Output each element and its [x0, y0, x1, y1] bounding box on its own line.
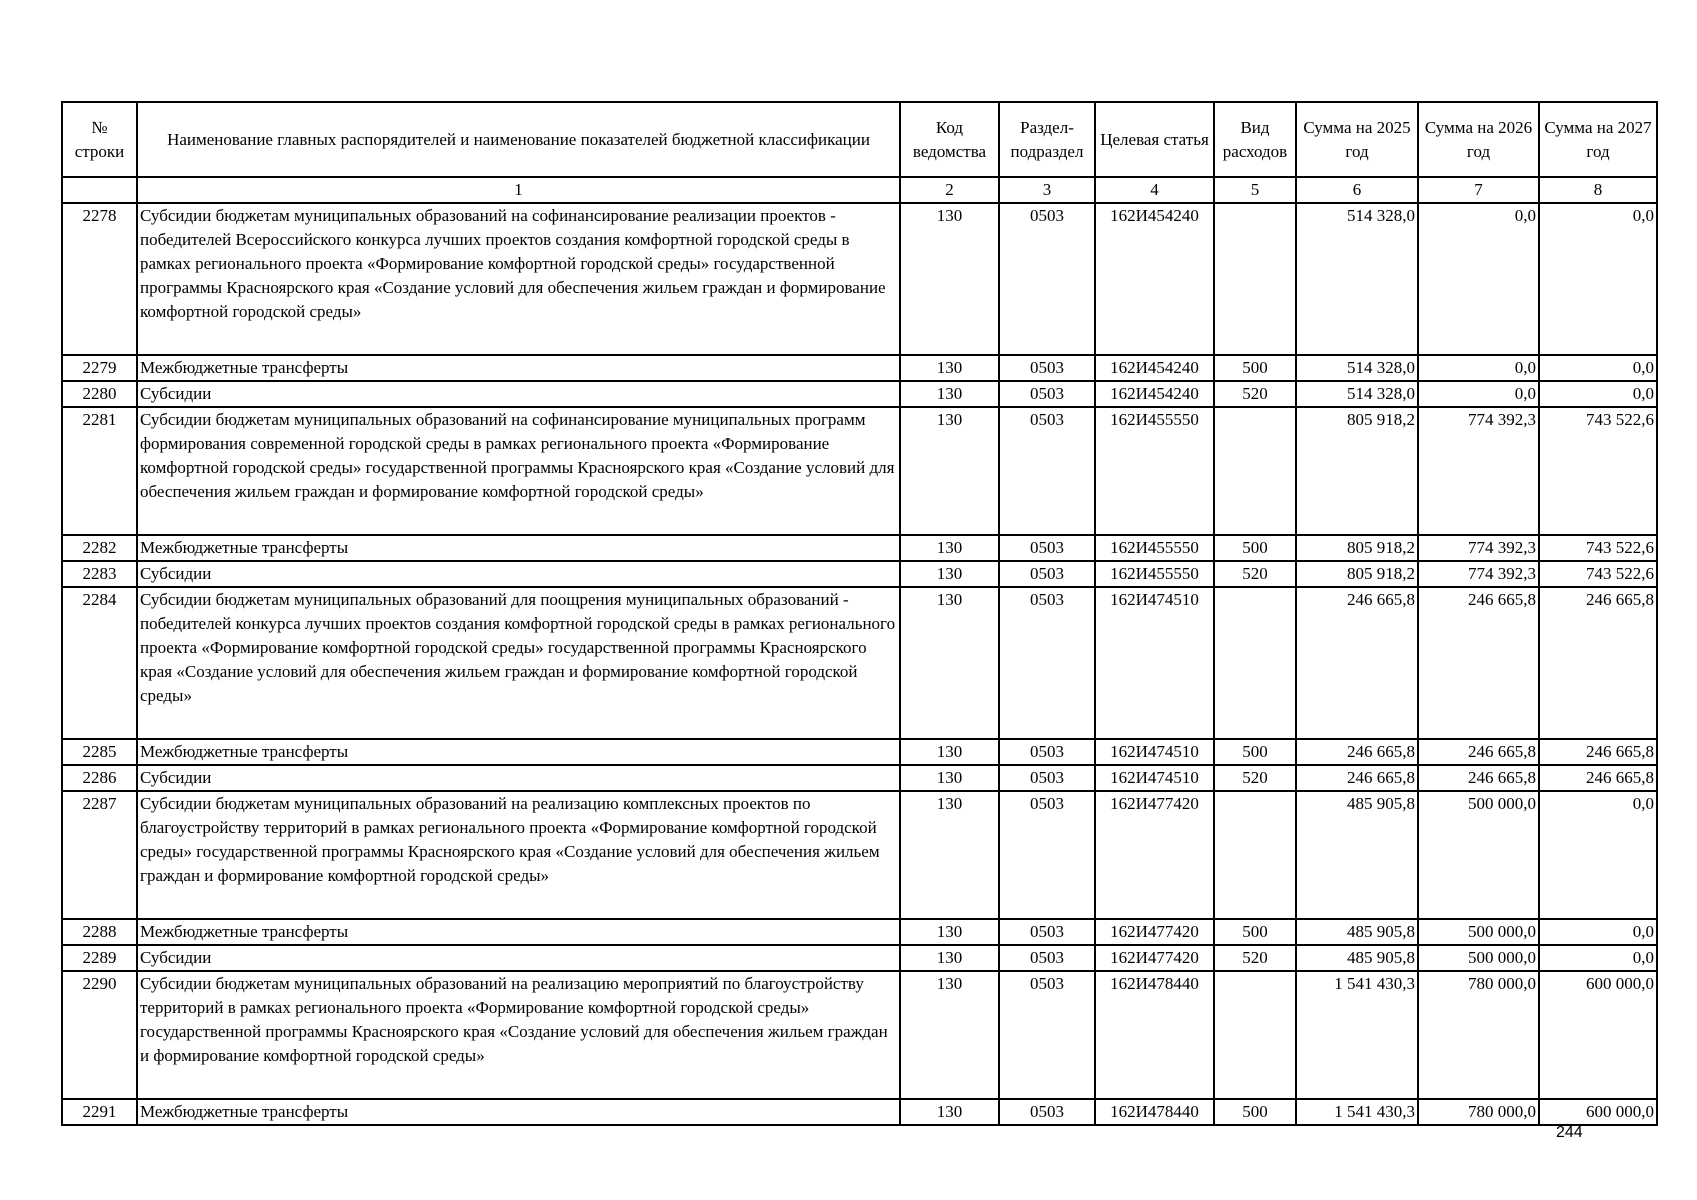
- row-number: 2287: [62, 791, 137, 919]
- table-row: [62, 381, 1657, 407]
- row-sum-2025: 485 905,8: [1296, 945, 1418, 971]
- header-exp-type: Вид расходов: [1214, 102, 1296, 177]
- row-sum-2026: 500 000,0: [1418, 945, 1539, 971]
- table-row: [62, 1099, 1657, 1125]
- row-sum-2026: 774 392,3: [1418, 561, 1539, 587]
- row-sum-2026: 780 000,0: [1418, 971, 1539, 1099]
- row-sum-2026: 246 665,8: [1418, 587, 1539, 739]
- row-number: 2286: [62, 765, 137, 791]
- row-number: 2281: [62, 407, 137, 535]
- budget-table: [61, 101, 1658, 1126]
- row-exp-type: [1214, 587, 1296, 739]
- page-number: 244: [1556, 1124, 1583, 1141]
- row-section: 0503: [999, 765, 1095, 791]
- row-sum-2025: 805 918,2: [1296, 535, 1418, 561]
- row-sum-2026: 0,0: [1418, 203, 1539, 355]
- row-sum-2025: 514 328,0: [1296, 355, 1418, 381]
- header-sum-2025: Сумма на 2025 год: [1296, 102, 1418, 177]
- table-row: [62, 971, 1657, 1099]
- column-index: 4: [1095, 177, 1214, 203]
- row-exp-type: 520: [1214, 381, 1296, 407]
- row-exp-type: [1214, 791, 1296, 919]
- row-dept-code: 130: [900, 791, 999, 919]
- row-section: 0503: [999, 739, 1095, 765]
- table-row: [62, 355, 1657, 381]
- table-row: [62, 791, 1657, 919]
- row-sum-2027: 246 665,8: [1539, 739, 1657, 765]
- row-dept-code: 130: [900, 381, 999, 407]
- row-sum-2027: 743 522,6: [1539, 535, 1657, 561]
- row-number: 2280: [62, 381, 137, 407]
- row-section: 0503: [999, 407, 1095, 535]
- row-target: 162И455550: [1095, 535, 1214, 561]
- row-sum-2026: 0,0: [1418, 381, 1539, 407]
- row-number: 2291: [62, 1099, 137, 1125]
- column-index-row: [62, 177, 1657, 203]
- row-dept-code: 130: [900, 1099, 999, 1125]
- row-section: 0503: [999, 791, 1095, 919]
- row-target: 162И455550: [1095, 407, 1214, 535]
- table-row: [62, 765, 1657, 791]
- header-row-no: № строки: [62, 102, 137, 177]
- row-sum-2027: 600 000,0: [1539, 971, 1657, 1099]
- row-dept-code: 130: [900, 765, 999, 791]
- row-name: Субсидии: [137, 561, 900, 587]
- row-section: 0503: [999, 1099, 1095, 1125]
- row-sum-2027: 743 522,6: [1539, 407, 1657, 535]
- row-section: 0503: [999, 381, 1095, 407]
- table-row: [62, 919, 1657, 945]
- row-exp-type: 500: [1214, 739, 1296, 765]
- row-sum-2025: 246 665,8: [1296, 587, 1418, 739]
- row-dept-code: 130: [900, 203, 999, 355]
- header-sum-2026: Сумма на 2026 год: [1418, 102, 1539, 177]
- header-target: Целевая статья: [1095, 102, 1214, 177]
- row-sum-2025: 1 541 430,3: [1296, 971, 1418, 1099]
- row-sum-2025: 485 905,8: [1296, 919, 1418, 945]
- row-section: 0503: [999, 587, 1095, 739]
- column-index: 3: [999, 177, 1095, 203]
- row-dept-code: 130: [900, 561, 999, 587]
- row-sum-2025: 485 905,8: [1296, 791, 1418, 919]
- row-sum-2027: 246 665,8: [1539, 765, 1657, 791]
- row-sum-2026: 246 665,8: [1418, 739, 1539, 765]
- row-sum-2026: 774 392,3: [1418, 407, 1539, 535]
- row-exp-type: 520: [1214, 561, 1296, 587]
- row-name: Субсидии бюджетам муниципальных образований на реализацию мероприятий по благоустройству территорий в рамках регионального проекта «Формирование комфортной городской среды» государственной программы Красноярского края «Создание условий для обеспечения жильем граждан и формирование комфортной городской среды»: [137, 971, 900, 1099]
- row-sum-2025: 1 541 430,3: [1296, 1099, 1418, 1125]
- row-sum-2025: 246 665,8: [1296, 739, 1418, 765]
- row-name: Субсидии: [137, 945, 900, 971]
- row-sum-2027: 600 000,0: [1539, 1099, 1657, 1125]
- row-number: 2278: [62, 203, 137, 355]
- row-target: 162И474510: [1095, 587, 1214, 739]
- row-sum-2026: 780 000,0: [1418, 1099, 1539, 1125]
- row-section: 0503: [999, 945, 1095, 971]
- row-sum-2027: 0,0: [1539, 203, 1657, 355]
- row-section: 0503: [999, 203, 1095, 355]
- header-sum-2027: Сумма на 2027 год: [1539, 102, 1657, 177]
- header-dept-code: Код ведомства: [900, 102, 999, 177]
- column-index: 1: [137, 177, 900, 203]
- table-row: [62, 587, 1657, 739]
- row-name: Межбюджетные трансферты: [137, 919, 900, 945]
- row-target: 162И477420: [1095, 791, 1214, 919]
- row-name: Межбюджетные трансферты: [137, 739, 900, 765]
- row-sum-2025: 246 665,8: [1296, 765, 1418, 791]
- row-exp-type: 500: [1214, 355, 1296, 381]
- table-row: [62, 203, 1657, 355]
- row-sum-2025: 805 918,2: [1296, 561, 1418, 587]
- column-index: 6: [1296, 177, 1418, 203]
- row-section: 0503: [999, 561, 1095, 587]
- table-row: [62, 535, 1657, 561]
- header-name: Наименование главных распорядителей и наименование показателей бюджетной классификации: [137, 102, 900, 177]
- row-section: 0503: [999, 535, 1095, 561]
- row-dept-code: 130: [900, 587, 999, 739]
- row-number: 2290: [62, 971, 137, 1099]
- header-section: Раздел-подраздел: [999, 102, 1095, 177]
- row-dept-code: 130: [900, 945, 999, 971]
- row-number: 2285: [62, 739, 137, 765]
- row-sum-2027: 0,0: [1539, 945, 1657, 971]
- row-number: 2279: [62, 355, 137, 381]
- row-name: Субсидии бюджетам муниципальных образований на софинансирование реализации проектов - победителей Всероссийского конкурса лучших проектов создания комфортной городской среды в рамках регионального проекта «Формирование комфортной городской среды» государственной программы Красноярского края «Создание условий для обеспечения жильем граждан и формирование комфортной городской среды»: [137, 203, 900, 355]
- row-target: 162И454240: [1095, 203, 1214, 355]
- column-index: 8: [1539, 177, 1657, 203]
- row-exp-type: [1214, 971, 1296, 1099]
- table-row: [62, 739, 1657, 765]
- row-target: 162И474510: [1095, 765, 1214, 791]
- column-index: 5: [1214, 177, 1296, 203]
- row-dept-code: 130: [900, 971, 999, 1099]
- row-target: 162И477420: [1095, 945, 1214, 971]
- row-section: 0503: [999, 919, 1095, 945]
- row-name: Субсидии бюджетам муниципальных образований для поощрения муниципальных образований - победителей конкурса лучших проектов создания комфортной городской среды в рамках регионального проекта «Формирование комфортной городской среды» государственной программы Красноярского края «Создание условий для обеспечения жильем граждан и формирование комфортной городской среды»: [137, 587, 900, 739]
- row-target: 162И474510: [1095, 739, 1214, 765]
- row-sum-2025: 514 328,0: [1296, 203, 1418, 355]
- row-sum-2025: 514 328,0: [1296, 381, 1418, 407]
- row-name: Межбюджетные трансферты: [137, 535, 900, 561]
- row-name: Субсидии: [137, 381, 900, 407]
- row-dept-code: 130: [900, 739, 999, 765]
- row-sum-2027: 0,0: [1539, 791, 1657, 919]
- row-name: Субсидии бюджетам муниципальных образований на реализацию комплексных проектов по благоустройству территорий в рамках регионального проекта «Формирование комфортной городской среды» государственной программы Красноярского края «Создание условий для обеспечения жильем граждан и формирование комфортной городской среды»: [137, 791, 900, 919]
- column-index: 7: [1418, 177, 1539, 203]
- row-name: Межбюджетные трансферты: [137, 355, 900, 381]
- row-exp-type: 500: [1214, 919, 1296, 945]
- row-sum-2026: 0,0: [1418, 355, 1539, 381]
- row-name: Субсидии бюджетам муниципальных образований на софинансирование муниципальных программ формирования современной городской среды в рамках регионального проекта «Формирование комфортной городской среды» государственной программы Красноярского края «Создание условий для обеспечения жильем граждан и формирование комфортной городской среды»: [137, 407, 900, 535]
- row-section: 0503: [999, 355, 1095, 381]
- row-sum-2027: 0,0: [1539, 381, 1657, 407]
- row-number: 2283: [62, 561, 137, 587]
- row-exp-type: [1214, 203, 1296, 355]
- table-row: [62, 561, 1657, 587]
- row-sum-2026: 246 665,8: [1418, 765, 1539, 791]
- row-sum-2026: 500 000,0: [1418, 791, 1539, 919]
- row-exp-type: 500: [1214, 1099, 1296, 1125]
- row-sum-2026: 774 392,3: [1418, 535, 1539, 561]
- row-sum-2027: 743 522,6: [1539, 561, 1657, 587]
- row-name: Субсидии: [137, 765, 900, 791]
- row-sum-2027: 0,0: [1539, 355, 1657, 381]
- row-sum-2027: 0,0: [1539, 919, 1657, 945]
- row-sum-2026: 500 000,0: [1418, 919, 1539, 945]
- row-section: 0503: [999, 971, 1095, 1099]
- column-index-blank: [62, 177, 137, 203]
- row-name: Межбюджетные трансферты: [137, 1099, 900, 1125]
- row-target: 162И478440: [1095, 971, 1214, 1099]
- row-number: 2288: [62, 919, 137, 945]
- row-exp-type: 520: [1214, 945, 1296, 971]
- row-exp-type: 500: [1214, 535, 1296, 561]
- column-index: 2: [900, 177, 999, 203]
- row-exp-type: [1214, 407, 1296, 535]
- table-row: [62, 407, 1657, 535]
- row-number: 2284: [62, 587, 137, 739]
- row-dept-code: 130: [900, 535, 999, 561]
- row-sum-2027: 246 665,8: [1539, 587, 1657, 739]
- row-target: 162И454240: [1095, 355, 1214, 381]
- row-target: 162И477420: [1095, 919, 1214, 945]
- row-dept-code: 130: [900, 407, 999, 535]
- row-number: 2289: [62, 945, 137, 971]
- row-target: 162И478440: [1095, 1099, 1214, 1125]
- row-sum-2025: 805 918,2: [1296, 407, 1418, 535]
- header-row: [62, 102, 1657, 177]
- row-dept-code: 130: [900, 355, 999, 381]
- table-row: [62, 945, 1657, 971]
- row-dept-code: 130: [900, 919, 999, 945]
- row-target: 162И455550: [1095, 561, 1214, 587]
- row-target: 162И454240: [1095, 381, 1214, 407]
- row-number: 2282: [62, 535, 137, 561]
- row-exp-type: 520: [1214, 765, 1296, 791]
